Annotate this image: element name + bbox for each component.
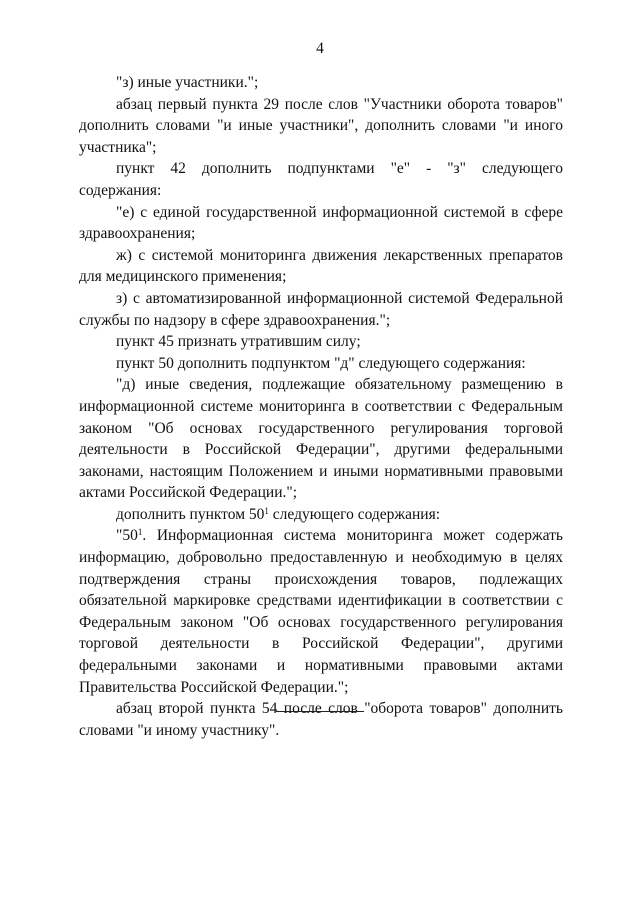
document-body — [79, 72, 563, 741]
paragraph-text: дополнить пунктом 50 — [116, 505, 265, 523]
paragraph — [79, 504, 563, 526]
paragraph-text: следующего содержания: — [268, 505, 441, 523]
superscript: 1 — [264, 505, 269, 516]
superscript: 1 — [137, 527, 143, 538]
paragraph: абзац второй пункта 54 после слов "оборота товаров" дополнить словами "и иному участнику". — [79, 700, 563, 739]
paragraph — [79, 525, 563, 698]
paragraph: "з) иные участники."; — [116, 74, 259, 91]
paragraph: ж) с системой мониторинга движения лекарственных препаратов для медицинского применения; — [79, 246, 563, 286]
paragraph-text: . Информационная система мониторинга может содержать информацию, добровольно предоставленную и необходимую в целях подтверждения страны происхождения товаров, подлежащих обязательной маркировке средствами идентификации в соответствии с Федеральным законом "Об основах государственного регулирования торговой деятельности в Российской Федерации", другими федеральными законами и нормативными правовыми актами Правительства Российской Федерации."; — [79, 527, 563, 696]
paragraph: "е) с единой государственной информационной системой в сфере здравоохранения; — [79, 203, 563, 243]
paragraph: пункт 42 дополнить подпунктами "е" - "з" следующего содержания: — [79, 160, 563, 199]
paragraph: абзац первый пункта 29 после слов "Участники оборота товаров" дополнить словами "и иные участники", дополнить словами "и иного участника"; — [79, 95, 563, 156]
paragraph-text: "50 — [116, 527, 138, 545]
paragraph: пункт 45 признать утратившим силу; — [116, 333, 361, 351]
closing-divider — [276, 711, 364, 712]
paragraph: "д) иные сведения, подлежащие обязательному размещению в информационной системе мониторинга в соответствии с Федеральным законом "Об основах государственного регулирования торговой деятельности в Российской Федерации", другими федеральными законами, настоящим Положением и иными нормативными правовыми актами Российской Федерации."; — [79, 376, 563, 502]
page-number: 4 — [316, 40, 324, 57]
paragraph: пункт 50 дополнить подпунктом "д" следующего содержания: — [116, 354, 526, 372]
paragraph: з) с автоматизированной информационной системой Федеральной службы по надзору в сфере здравоохранения."; — [79, 289, 563, 329]
